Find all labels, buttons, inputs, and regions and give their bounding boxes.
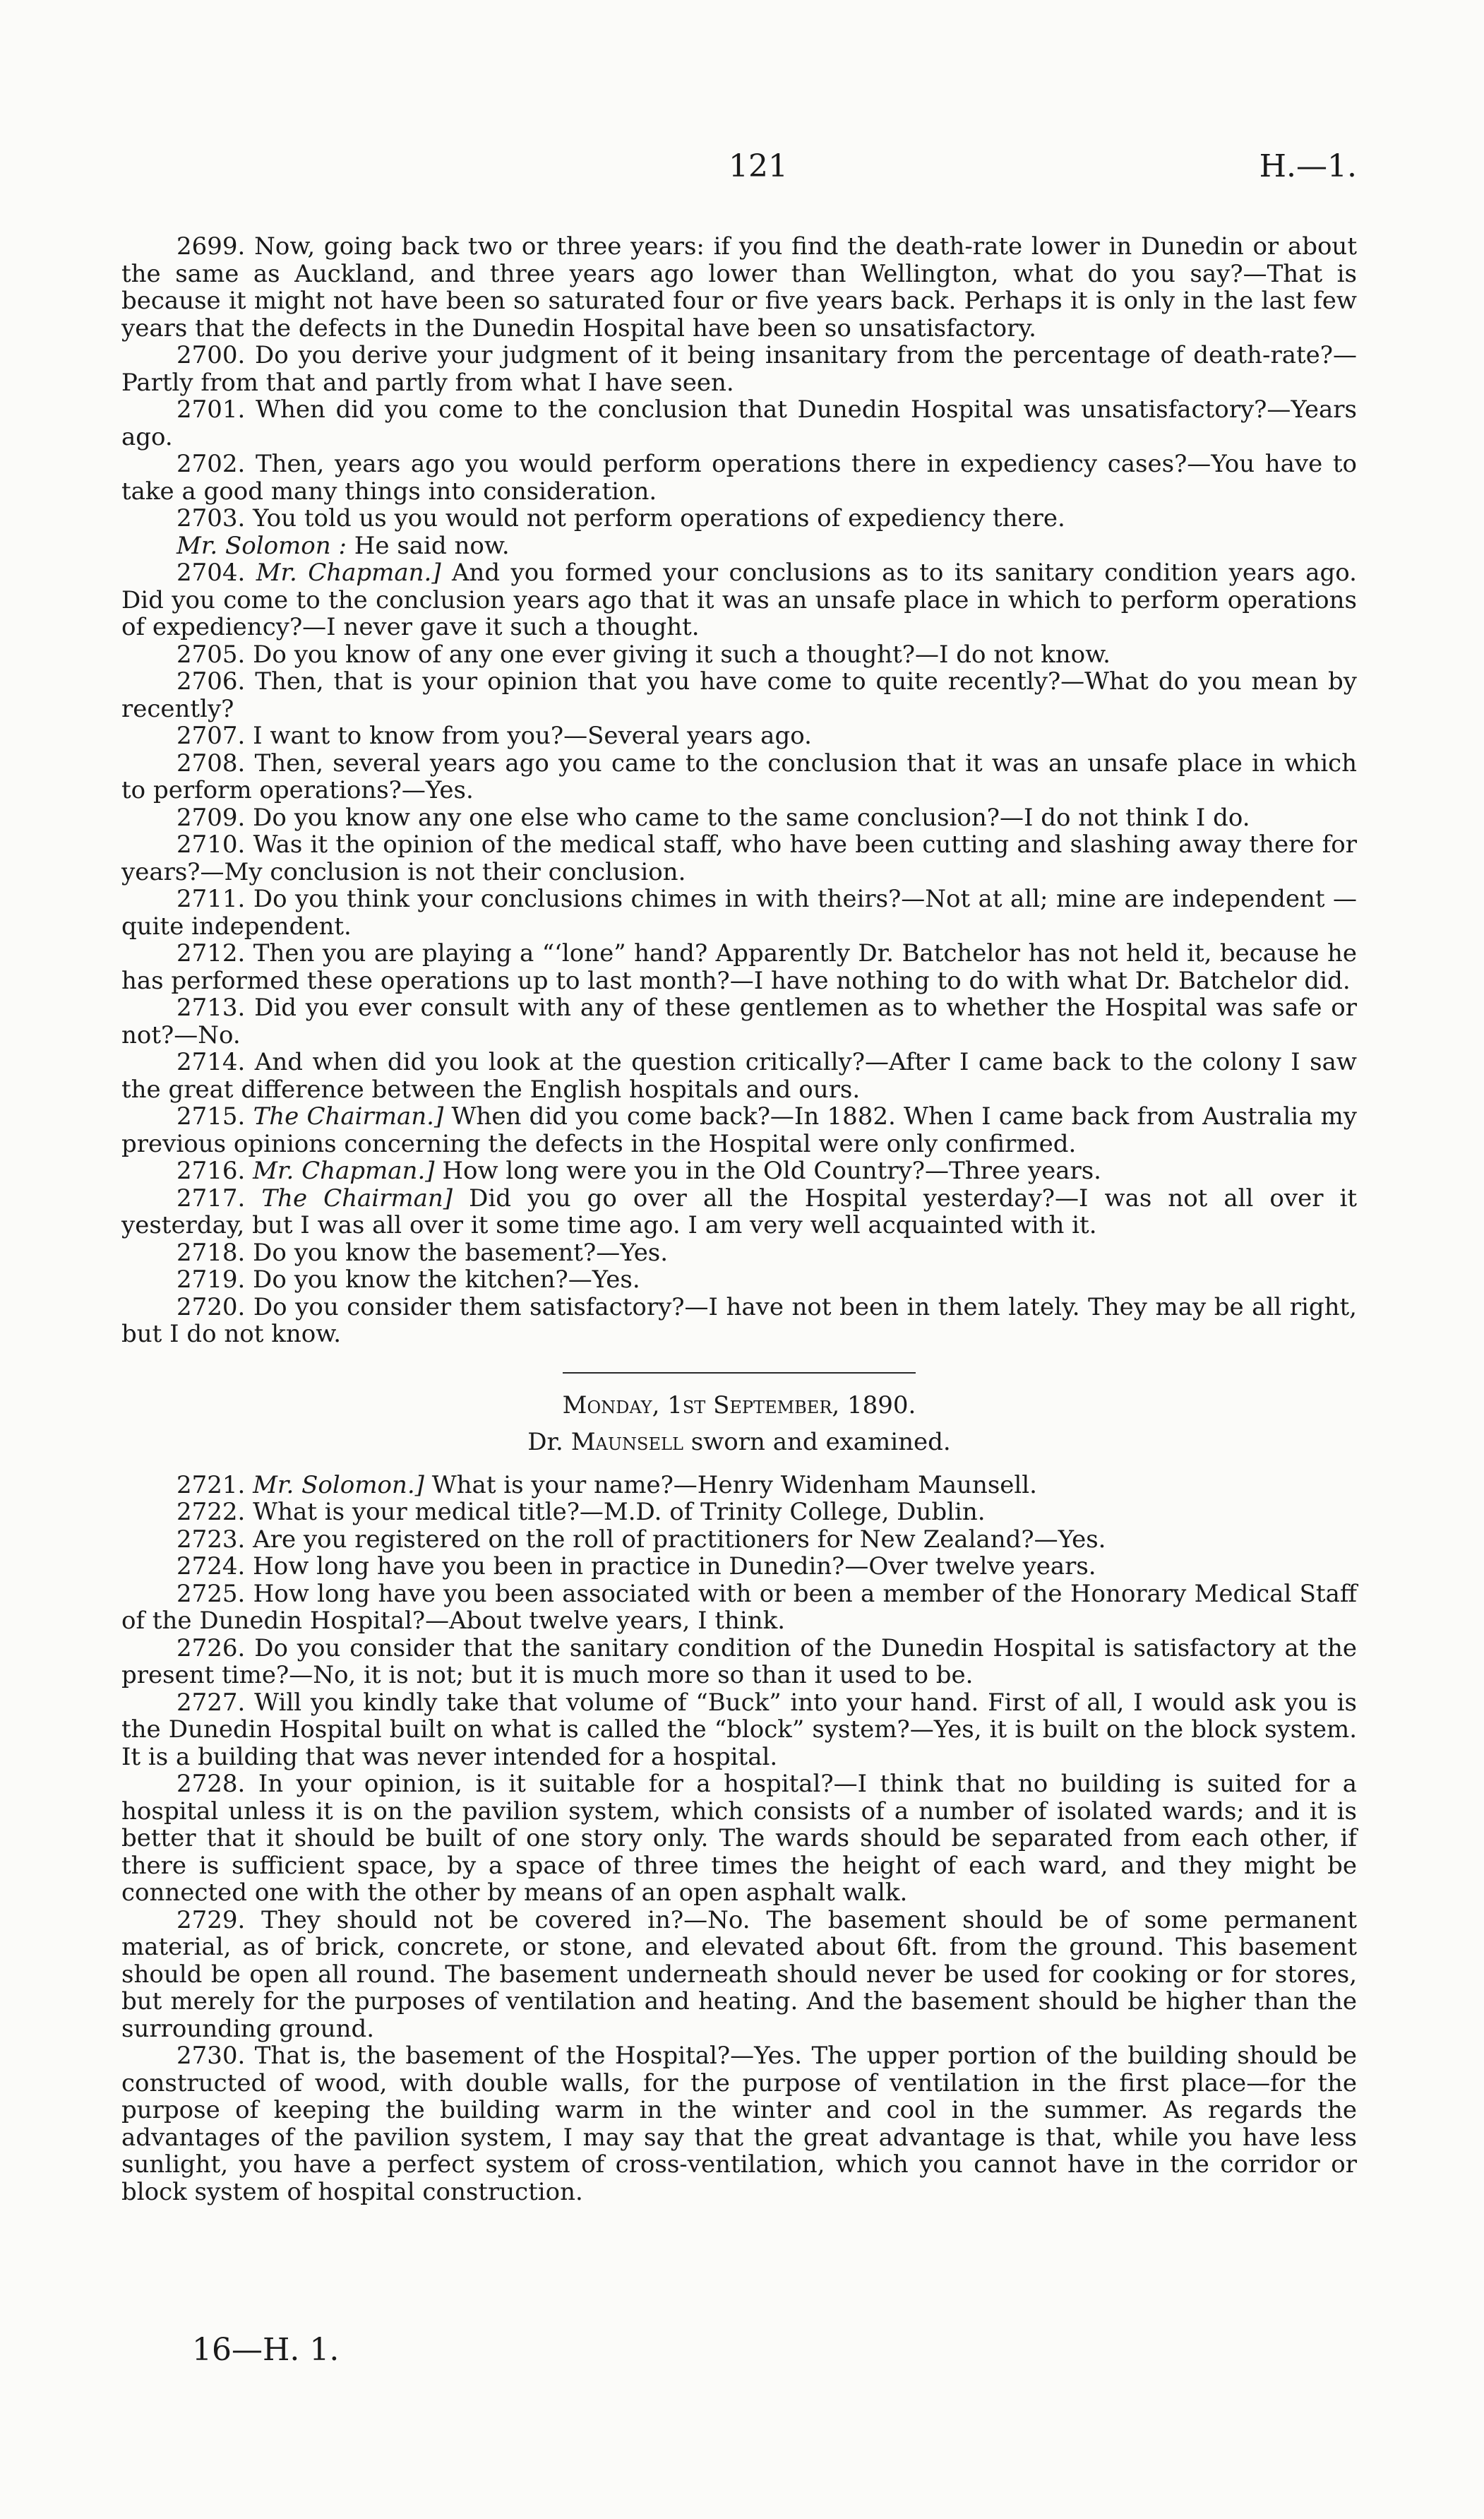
question-text: I want to know from you?—Several years ago. (253, 722, 812, 750)
question-text: Do you consider that the sanitary condition of the Dunedin Hospital is satisfactory at the present time?—No, it is not; but it is much more so than it used to be. (121, 1633, 1357, 1689)
question-paragraph (121, 722, 1357, 750)
question-paragraph (121, 804, 1357, 832)
question-number: 2715. (176, 1102, 246, 1131)
question-text: Will you kindly take that volume of “Buck” into your hand. First of all, I would ask you is the Dunedin Hospital built on what is called the “block” system?—Yes, it is built on the block system. It is a building that was never intended for a hospital. (121, 1688, 1357, 1771)
question-paragraph (121, 1294, 1357, 1348)
question-number: 2718. (176, 1238, 246, 1267)
question-paragraph (121, 1907, 1357, 2043)
question-text: When did you come back?—In 1882. When I came back from Australia my previous opinions concerning the defects in the Hospital were only confirmed. (121, 1102, 1358, 1158)
question-text: What is your name?—Henry Widenham Maunsell. (431, 1470, 1037, 1499)
question-text: Then, years ago you would perform operations there in expediency cases?—You have to take a good many things into consideration. (121, 450, 1357, 506)
question-paragraph (121, 940, 1357, 994)
question-number: 2707. (176, 722, 246, 750)
question-number: 2704. (176, 559, 246, 587)
witness-heading (121, 1429, 1357, 1456)
question-number: 2716. (176, 1157, 246, 1185)
question-paragraph (121, 1689, 1357, 1771)
question-number: 2729. (176, 1905, 246, 1934)
signature-mark: 16—H. 1. (192, 2332, 340, 2368)
question-text: Then, several years ago you came to the conclusion that it was an unsafe place in which to perform operations?—Yes. (121, 749, 1358, 804)
question-paragraph (121, 886, 1357, 940)
page-number: 121 (729, 148, 788, 184)
question-text: They should not be covered in?—No. The basement should be of some permanent material, as of brick, concrete, or stone, and elevated about 6ft. from the ground. This basement should be open all round. The basement underneath should never be used for cooking or for stores, but merely for the purposes of ventilation and heating. And the basement should be higher than the surrounding ground. (121, 1905, 1358, 2043)
witness-name: Maunsell (570, 1428, 683, 1456)
witness-prefix: Dr. (527, 1428, 563, 1456)
question-text: Was it the opinion of the medical staff, who have been cutting and slashing away there for years?—My conclusion is not their conclusion. (121, 830, 1357, 886)
question-paragraph (121, 342, 1357, 396)
question-text: Now, going back two or three years: if you find the death-rate lower in Dunedin or about the same as Auckland, and three years ago lower than Wellington, what do you say?—That is because it might not have been so saturated four or five years back. Perhaps it is only in the last few years that the defects in the Dunedin Hospital have been so unsatisfactory. (121, 232, 1357, 343)
question-paragraph (121, 994, 1357, 1049)
question-number: 2706. (176, 667, 246, 696)
report-reference: H.—1. (1259, 148, 1357, 184)
question-text: Do you know of any one ever giving it such a thought?—I do not know. (253, 640, 1111, 669)
question-paragraph (121, 1185, 1357, 1239)
question-paragraph (121, 750, 1357, 804)
question-paragraph (121, 1635, 1357, 1689)
question-paragraph (121, 1472, 1357, 1499)
question-number: 2701. (176, 395, 246, 424)
question-text: Do you know the kitchen?—Yes. (253, 1266, 640, 1294)
question-paragraph (121, 532, 1357, 560)
question-number: 2726. (176, 1633, 246, 1662)
question-text: Did you ever consult with any of these gentlemen as to whether the Hospital was safe or not?—No. (121, 994, 1357, 1049)
speaker-name: The Chairman.] (253, 1102, 444, 1131)
question-number: 2703. (176, 504, 246, 532)
question-paragraph (121, 1157, 1357, 1185)
question-text: He said now. (354, 531, 510, 560)
question-number: 2717. (176, 1184, 246, 1213)
speaker-name: The Chairman] (261, 1184, 453, 1213)
question-paragraph (121, 668, 1357, 722)
document-body (121, 233, 1357, 2205)
question-paragraph (121, 2042, 1357, 2205)
question-number: 2720. (176, 1292, 246, 1321)
question-paragraph (121, 641, 1357, 669)
question-text: Did you go over all the Hospital yesterday?—I was not all over it yesterday, but I was all over it some time ago. I am very well acquainted with it. (121, 1184, 1358, 1239)
question-paragraph (121, 559, 1357, 641)
question-number: 2723. (176, 1525, 246, 1554)
question-paragraph (121, 1049, 1357, 1103)
question-paragraph (121, 1770, 1357, 1907)
question-paragraph (121, 396, 1357, 451)
question-paragraph (121, 1580, 1357, 1635)
question-text: Then, that is your opinion that you have come to quite recently?—What do you mean by recently? (121, 667, 1357, 723)
question-number: 2713. (176, 994, 246, 1022)
speaker-name: Mr. Solomon.] (253, 1470, 424, 1499)
question-number: 2709. (176, 803, 246, 832)
evidence-section-2 (121, 1472, 1357, 2206)
question-paragraph (121, 505, 1357, 532)
question-number: 2730. (176, 2042, 246, 2070)
question-number: 2719. (176, 1266, 246, 1294)
question-number: 2702. (176, 450, 246, 478)
question-number: 2724. (176, 1552, 246, 1580)
question-text: How long have you been in practice in Dunedin?—Over twelve years. (253, 1552, 1096, 1580)
question-text: And you formed your conclusions as to its sanitary condition years ago. Did you come to the conclusion years ago that it was an unsafe place in which to perform operations of expediency?—I never gave it such a thought. (121, 559, 1357, 641)
question-paragraph (121, 1103, 1357, 1157)
question-text: Are you registered on the roll of practitioners for New Zealand?—Yes. (253, 1525, 1106, 1554)
question-text: Do you derive your judgment of it being insanitary from the percentage of death-rate?—Partly from that and partly from what I have seen. (121, 341, 1357, 397)
speaker-name: Mr. Chapman.] (256, 559, 441, 587)
question-text: Then you are playing a “‘lone” hand? Apparently Dr. Batchelor has not held it, because he has performed these operations up to last month?—I have nothing to do with what Dr. Batchelor did. (121, 939, 1357, 995)
question-paragraph (121, 1526, 1357, 1554)
speaker-name: Mr. Solomon : (176, 531, 347, 560)
question-number: 2722. (176, 1498, 246, 1526)
witness-suffix: sworn and examined. (690, 1428, 951, 1456)
question-paragraph (121, 233, 1357, 342)
question-text: Do you think your conclusions chimes in with theirs?—Not at all; mine are independent —quite independent. (121, 885, 1358, 941)
question-paragraph (121, 1499, 1357, 1526)
question-text: And when did you look at the question critically?—After I came back to the colony I saw the great difference between the English hospitals and ours. (121, 1048, 1357, 1104)
question-paragraph (121, 451, 1357, 505)
question-number: 2705. (176, 640, 246, 669)
question-text: When did you come to the conclusion that Dunedin Hospital was unsatisfactory?—Years ago. (121, 395, 1357, 451)
question-text: Do you consider them satisfactory?—I have not been in them lately. They may be all right, but I do not know. (121, 1292, 1357, 1348)
question-text: How long have you been associated with or been a member of the Honorary Medical Staff of the Dunedin Hospital?—About twelve years, I think. (121, 1579, 1358, 1635)
question-text: You told us you would not perform operations of expediency there. (253, 504, 1065, 532)
question-text: That is, the basement of the Hospital?—Yes. The upper portion of the building should be constructed of wood, with double walls, for the purpose of ventilation in the first place—for the purpose of keeping the building warm in the winter and cool in the summer. As regards the advantages of the pavilion system, I may say that the great advantage is that, while you have less sunlight, you have a perfect system of cross-ventilation, which you cannot have in the corridor or block system of hospital construction. (121, 2042, 1358, 2206)
question-text: What is your medical title?—M.D. of Trinity College, Dublin. (253, 1498, 986, 1526)
speaker-name: Mr. Chapman.] (253, 1157, 435, 1185)
question-number: 2708. (176, 749, 246, 778)
question-number: 2711. (176, 885, 246, 913)
question-paragraph (121, 1239, 1357, 1267)
question-number: 2721. (176, 1470, 246, 1499)
question-number: 2699. (176, 232, 246, 261)
question-number: 2710. (176, 830, 246, 859)
section-divider (563, 1372, 916, 1374)
question-number: 2727. (176, 1688, 246, 1717)
question-text: Do you know any one else who came to the same conclusion?—I do not think I do. (253, 803, 1250, 832)
question-paragraph (121, 1266, 1357, 1294)
question-number: 2728. (176, 1770, 246, 1798)
question-text: How long were you in the Old Country?—Three years. (442, 1157, 1101, 1185)
page-header (121, 148, 1357, 191)
question-text: Do you know the basement?—Yes. (253, 1238, 669, 1267)
question-paragraph (121, 1553, 1357, 1580)
question-text: In your opinion, is it suitable for a hospital?—I think that no building is suited for a hospital unless it is on the pavilion system, which consists of a number of isolated wards; and it is better that it should be built of one story only. The wards should be separated from each other, if there is sufficient space, by a space of three times the height of each ward, and they might be connected one with the other by means of an open asphalt walk. (121, 1770, 1358, 1907)
question-number: 2714. (176, 1048, 246, 1076)
question-number: 2712. (176, 939, 246, 967)
evidence-section-1 (121, 233, 1357, 1348)
sitting-date: Monday, 1st September, 1890. (562, 1390, 916, 1419)
question-paragraph (121, 831, 1357, 886)
question-number: 2725. (176, 1579, 246, 1608)
question-number: 2700. (176, 341, 246, 369)
